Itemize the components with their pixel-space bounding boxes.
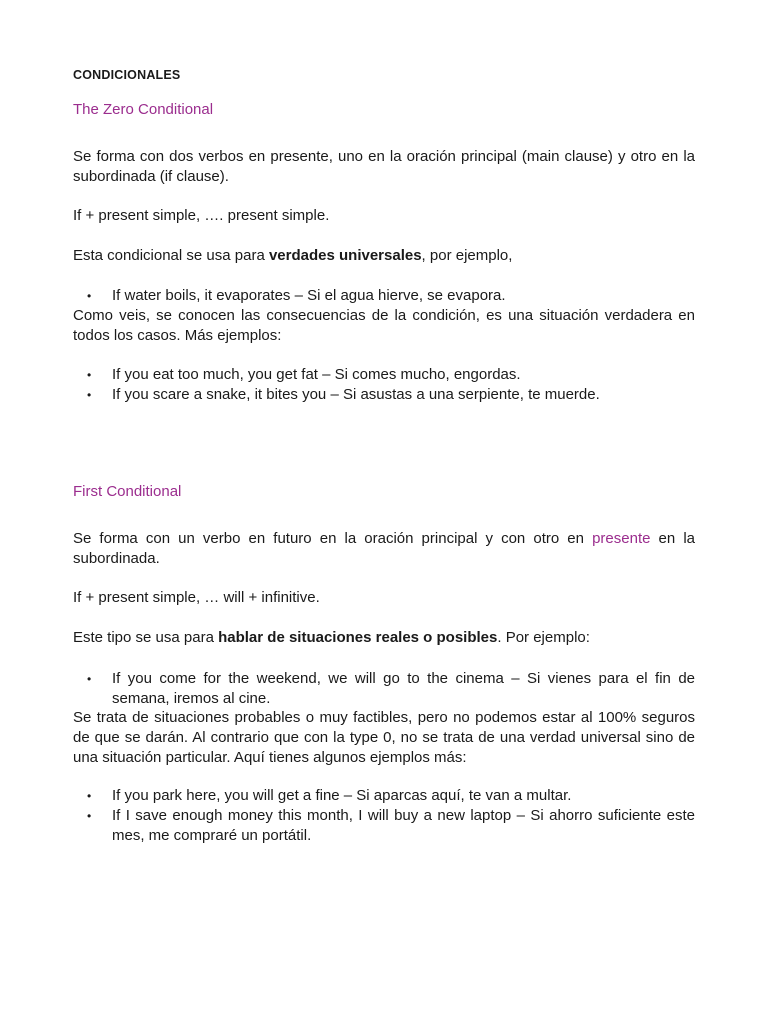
zero-explanation-paragraph: Como veis, se conocen las consecuencias de la condición, es una situación verdadera en todos los casos. Más ejemplos: [73, 307, 695, 344]
bullet-icon: • [87, 789, 92, 803]
first-usage-paragraph [73, 628, 695, 648]
first-formation-text: Se forma con un verbo en futuro en la oración principal y con otro en [73, 530, 593, 547]
zero-example-list [73, 286, 695, 306]
list-item [73, 286, 695, 306]
list-item-text: If you come for the weekend, we will go to the cinema – Si vienes para el fin de semana, iremos al cine. [112, 670, 695, 707]
first-formation-paragraph [73, 529, 695, 569]
bullet-icon: • [87, 368, 92, 382]
list-item-text: If you eat too much, you get fat – Si comes mucho, engordas. [112, 366, 521, 383]
first-more-examples-list [73, 786, 695, 846]
first-formation-accent: presente [592, 530, 651, 547]
first-usage-text: Este tipo se usa para [73, 629, 219, 646]
first-usage-bold: hablar de situaciones reales o posibles [218, 629, 498, 646]
first-formation-text-end: en la subordinada. [73, 530, 695, 567]
first-example-list [73, 669, 695, 709]
list-item [73, 365, 695, 385]
zero-formation-paragraph: Se forma con dos verbos en presente, uno en la oración principal (main clause) y otro en la subordinada (if clause). [73, 148, 695, 185]
list-item-text: If water boils, it evaporates – Si el agua hierve, se evapora. [112, 287, 506, 304]
zero-more-examples-list [73, 365, 695, 405]
first-usage-text-end: . Por ejemplo: [497, 629, 590, 646]
first-conditional-heading: First Conditional [73, 483, 182, 500]
document-title: CONDICIONALES [73, 68, 181, 82]
bullet-icon: • [87, 289, 92, 303]
zero-usage-text-end: , por ejemplo, [421, 247, 513, 264]
bullet-icon: • [87, 388, 92, 402]
list-item [73, 806, 695, 846]
first-explanation-paragraph: Se trata de situaciones probables o muy factibles, pero no podemos estar al 100% seguros de que se darán. Al contrario que con la type 0, no se trata de una verdad universal sino de una situación particular. Aquí tienes algunos ejemplos más: [73, 709, 695, 766]
zero-formula: If + present simple, …. present simple. [73, 207, 330, 224]
list-item-text: If you scare a snake, it bites you – Si asustas a una serpiente, te muerde. [112, 386, 600, 403]
list-item-text: If you park here, you will get a fine – Si aparcas aquí, te van a multar. [112, 787, 572, 804]
bullet-icon: • [87, 809, 92, 823]
zero-usage-bold: verdades universales [268, 247, 422, 264]
first-formula: If + present simple, … will + infinitive. [73, 589, 320, 606]
list-item [73, 786, 695, 806]
list-item-text: If I save enough money this month, I will buy a new laptop – Si ahorro suficiente este mes, me compraré un portátil. [112, 807, 695, 844]
list-item [73, 385, 695, 405]
zero-usage-paragraph [73, 246, 695, 266]
bullet-icon: • [87, 672, 92, 686]
zero-usage-text: Esta condicional se usa para [73, 247, 269, 264]
zero-conditional-heading: The Zero Conditional [73, 101, 214, 118]
list-item [73, 669, 695, 709]
